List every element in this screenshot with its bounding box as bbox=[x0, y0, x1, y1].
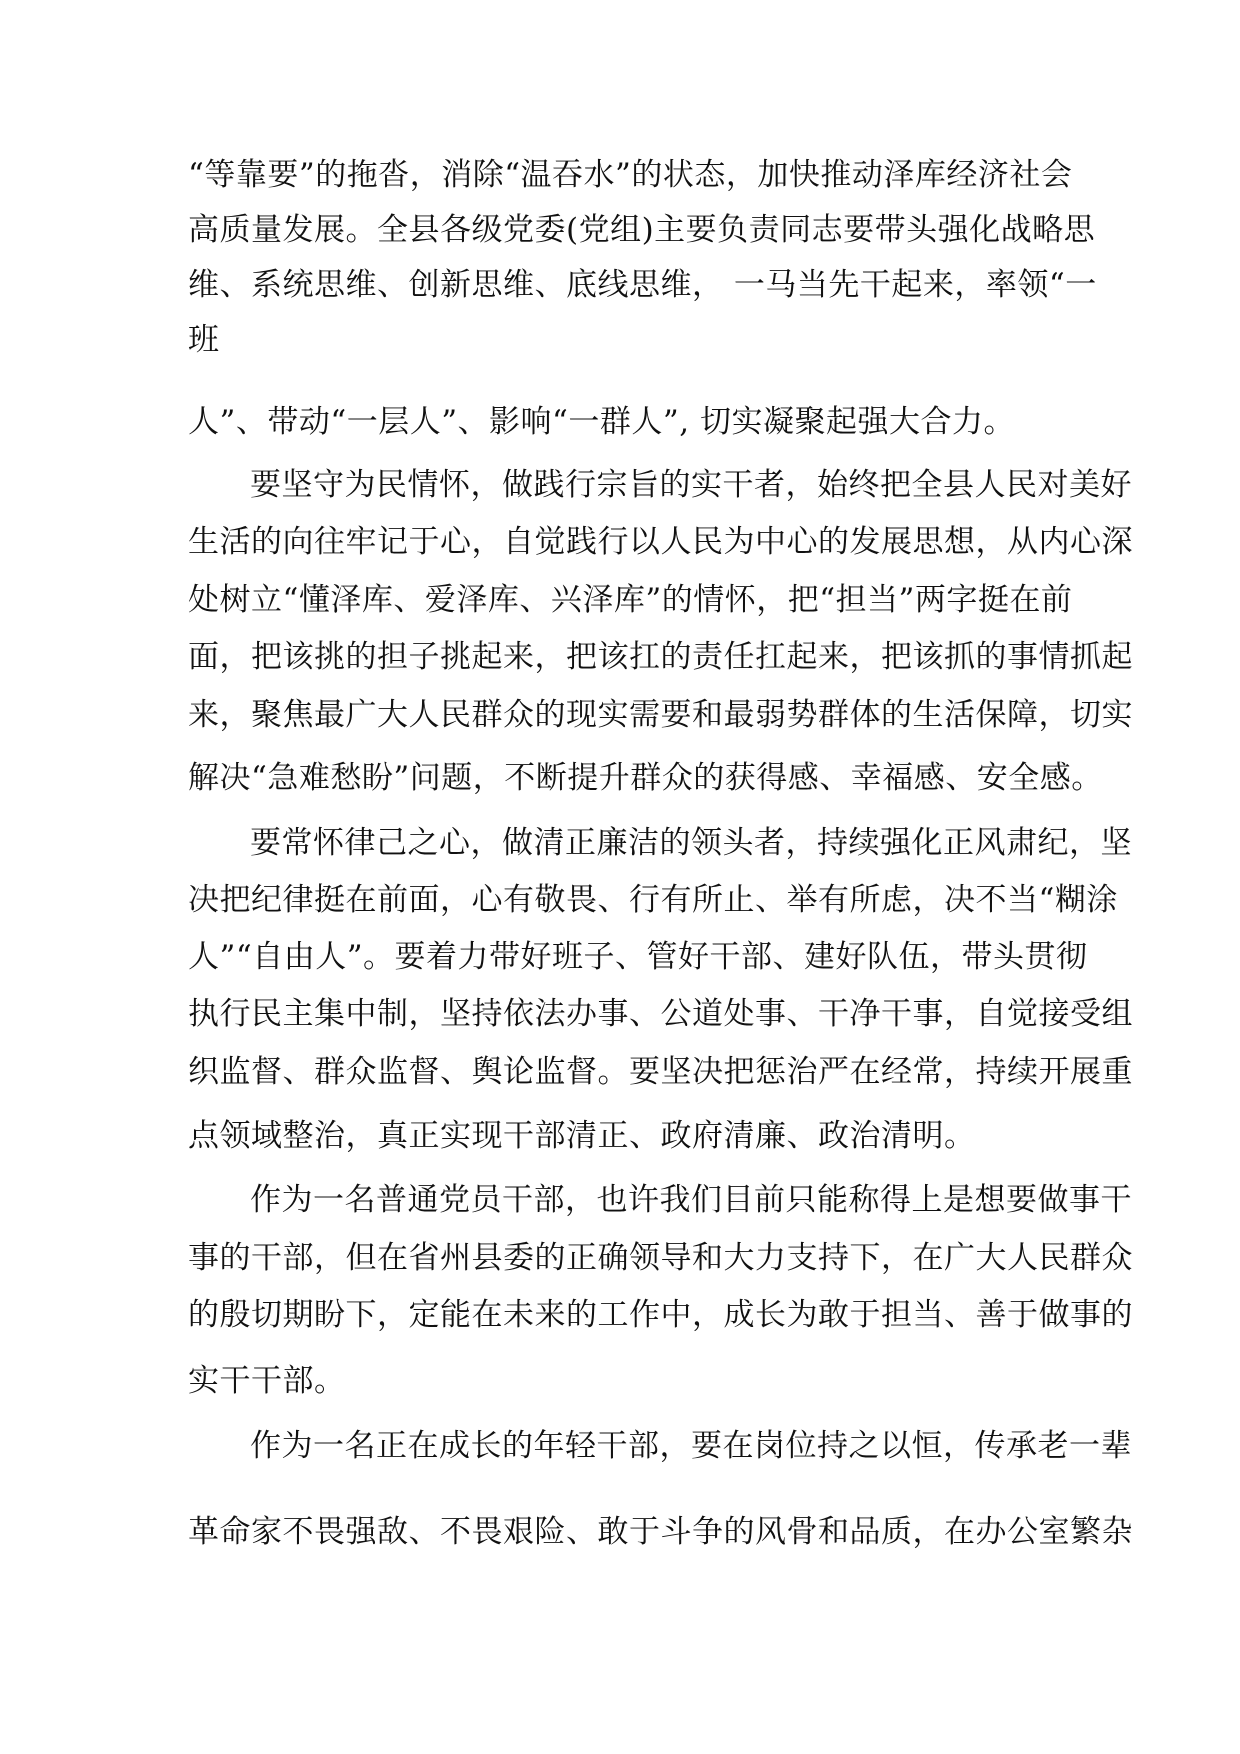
text-line: “等靠要”的拖沓，消除“温吞水”的状态，加快推动泽库经济社会 bbox=[188, 157, 1073, 193]
text-line: 人”、带动“一层人”、影响“一群人”, 切实凝聚起强大合力。 bbox=[188, 404, 1015, 440]
text-line: 处树立“懂泽库、爱泽库、兴泽库”的情怀，把“担当”两字挺在前 bbox=[188, 582, 1073, 618]
paragraph-start: 要常怀律己之心，做清正廉洁的领头者，持续强化正风肃纪，坚 bbox=[250, 825, 1132, 861]
text-line: 班 bbox=[188, 322, 220, 358]
text-line: 解决“急难愁盼”问题，不断提升群众的获得感、幸福感、安全感。 bbox=[188, 760, 1103, 796]
text-line: 维、系统思维、创新思维、底线思维， 一马当先干起来，率领“一 bbox=[188, 267, 1097, 303]
paragraph-start: 要坚守为民情怀，做践行宗旨的实干者，始终把全县人民对美好 bbox=[250, 467, 1132, 503]
text-line: 革命家不畏强敌、不畏艰险、敢于斗争的风骨和品质，在办公室繁杂 bbox=[188, 1514, 1133, 1550]
paragraph-start: 作为一名普通党员干部，也许我们目前只能称得上是想要做事干 bbox=[250, 1182, 1132, 1218]
text-line: 生活的向往牢记于心，自觉践行以人民为中心的发展思想，从内心深 bbox=[188, 524, 1133, 560]
text-line: 面，把该挑的担子挑起来，把该扛的责任扛起来，把该抓的事情抓起 bbox=[188, 639, 1133, 675]
text-line: 织监督、群众监督、舆论监督。要坚决把惩治严在经常，持续开展重 bbox=[188, 1054, 1133, 1090]
text-line: 来，聚焦最广大人民群众的现实需要和最弱势群体的生活保障，切实 bbox=[188, 697, 1133, 733]
text-line: 执行民主集中制，坚持依法办事、公道处事、干净干事，自觉接受组 bbox=[188, 996, 1133, 1032]
text-line: 高质量发展。全县各级党委(党组)主要负责同志要带头强化战略思 bbox=[188, 212, 1096, 248]
text-line: 点领域整治，真正实现干部清正、政府清廉、政治清明。 bbox=[188, 1118, 976, 1154]
text-line: 实干干部。 bbox=[188, 1363, 346, 1399]
text-line: 的殷切期盼下，定能在未来的工作中，成长为敢于担当、善于做事的 bbox=[188, 1297, 1133, 1333]
paragraph-start: 作为一名正在成长的年轻干部，要在岗位持之以恒，传承老一辈 bbox=[250, 1428, 1132, 1464]
text-line: 人”“自由人”。要着力带好班子、管好干部、建好队伍，带头贯彻 bbox=[188, 939, 1088, 975]
text-line: 事的干部，但在省州县委的正确领导和大力支持下，在广大人民群众 bbox=[188, 1240, 1133, 1276]
text-line: 决把纪律挺在前面，心有敬畏、行有所止、举有所虑，决不当“糊涂 bbox=[188, 882, 1118, 918]
